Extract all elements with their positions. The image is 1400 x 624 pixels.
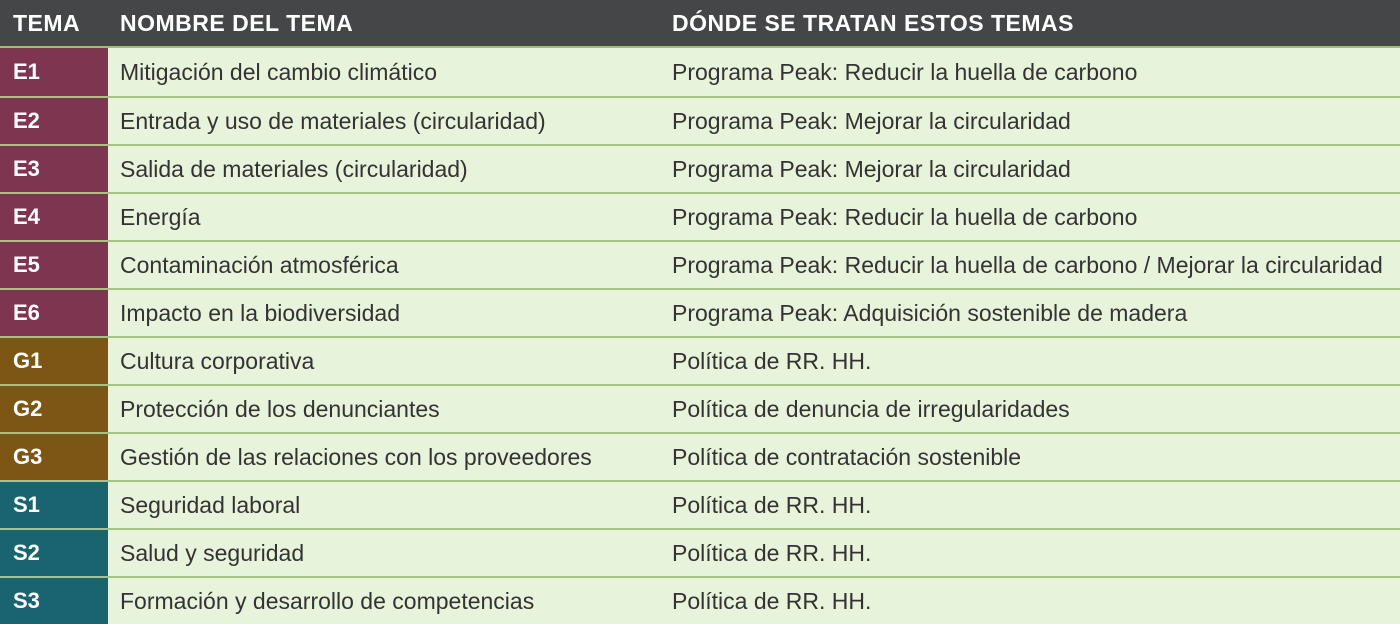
topic-code: E6 [0, 290, 108, 336]
table-row [0, 240, 1400, 288]
table-row [0, 528, 1400, 576]
topic-code: G2 [0, 386, 108, 432]
table-row [0, 576, 1400, 624]
topic-where: Política de denuncia de irregularidades [660, 386, 1400, 432]
topic-code: G3 [0, 434, 108, 480]
topic-code: E4 [0, 194, 108, 240]
topic-where: Programa Peak: Mejorar la circularidad [660, 146, 1400, 192]
topic-code: E5 [0, 242, 108, 288]
table-row [0, 48, 1400, 96]
topic-where: Política de contratación sostenible [660, 434, 1400, 480]
topic-where: Programa Peak: Adquisición sostenible de madera [660, 290, 1400, 336]
header-where: DÓNDE SE TRATAN ESTOS TEMAS [672, 9, 1074, 36]
topic-name: Formación y desarrollo de competencias [108, 578, 660, 624]
table-row [0, 96, 1400, 144]
topic-code: E2 [0, 98, 108, 144]
topic-code: S2 [0, 530, 108, 576]
topic-name: Gestión de las relaciones con los proveedores [108, 434, 660, 480]
topic-code: E3 [0, 146, 108, 192]
topic-where: Política de RR. HH. [660, 482, 1400, 528]
topic-code: G1 [0, 338, 108, 384]
table-row [0, 336, 1400, 384]
header-code: TEMA [13, 9, 81, 36]
table-row [0, 192, 1400, 240]
topic-where: Programa Peak: Mejorar la circularidad [660, 98, 1400, 144]
topic-name: Salida de materiales (circularidad) [108, 146, 660, 192]
topic-where: Programa Peak: Reducir la huella de carbono [660, 48, 1400, 96]
topic-name: Mitigación del cambio climático [108, 48, 660, 96]
topic-where: Programa Peak: Reducir la huella de carbono [660, 194, 1400, 240]
topic-name: Seguridad laboral [108, 482, 660, 528]
table-row [0, 480, 1400, 528]
table-row [0, 288, 1400, 336]
header-name: NOMBRE DEL TEMA [120, 9, 354, 36]
topic-where: Política de RR. HH. [660, 530, 1400, 576]
table-row [0, 144, 1400, 192]
topic-where: Programa Peak: Reducir la huella de carbono / Mejorar la circularidad [660, 242, 1400, 288]
topic-where: Política de RR. HH. [660, 338, 1400, 384]
topic-code: S1 [0, 482, 108, 528]
table-body [0, 48, 1400, 624]
table-row [0, 432, 1400, 480]
topic-name: Entrada y uso de materiales (circularidad) [108, 98, 660, 144]
topic-name: Cultura corporativa [108, 338, 660, 384]
topic-where: Política de RR. HH. [660, 578, 1400, 624]
topic-name: Contaminación atmosférica [108, 242, 660, 288]
topic-name: Impacto en la biodiversidad [108, 290, 660, 336]
topic-name: Salud y seguridad [108, 530, 660, 576]
table-header [0, 0, 1400, 48]
topic-name: Energía [108, 194, 660, 240]
topic-code: S3 [0, 578, 108, 624]
topic-code: E1 [0, 48, 108, 96]
table-row [0, 384, 1400, 432]
topic-name: Protección de los denunciantes [108, 386, 660, 432]
